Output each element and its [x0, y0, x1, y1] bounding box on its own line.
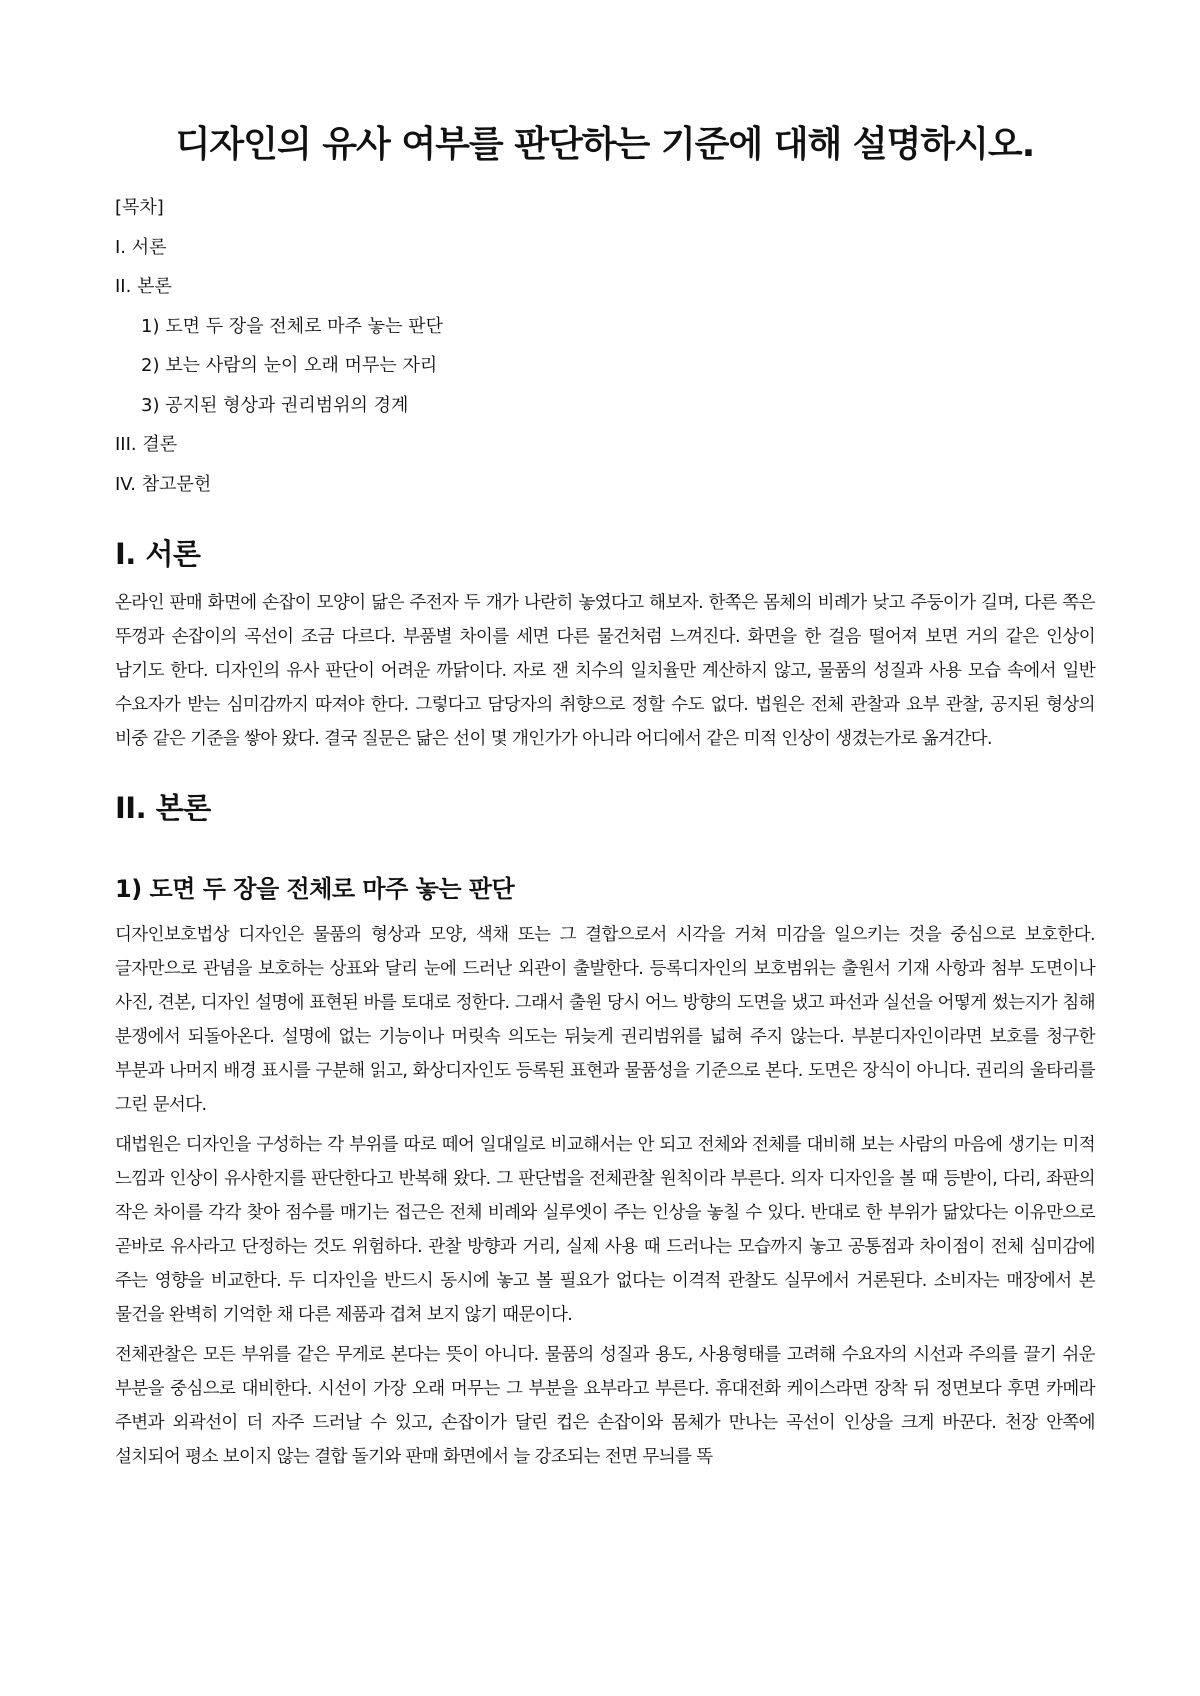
body-paragraph: 대법원은 디자인을 구성하는 각 부위를 따로 떼어 일대일로 비교해서는 안 되고 전체와 전체를 대비해 보는 사람의 마음에 생기는 미적 느낌과 인상이 유사한지를 판단한다고 반복해 왔다. 그 판단법을 전체관찰 원칙이라 부른다. 의자 디자인을 볼 때 등받이, 다리, 좌판의 작은 차이를 각각 찾아 점수를 매기는 접근은 전체 비례와 실루엣이 주는 인상을 놓칠 수 있다. 반대로 한 부위가 닮았다는 이유만으로 곧바로 유사라고 단정하는 것도 위험하다. 관찰 방향과 거리, 실제 사용 때 드러나는 모습까지 놓고 공통점과 차이점이 전체 심미감에 주는 영향을 비교한다. 두 디자인을 반드시 동시에 놓고 볼 필요가 없다는 이격적 관찰도 실무에서 거론된다. 소비자는 매장에서 본 물건을 완벽히 기억한 채 다른 제품과 겹쳐 보지 않기 때문이다. — [115, 1135, 1095, 1325]
toc-item-body-1: 1) 도면 두 장을 전체로 마주 놓는 판단 — [141, 315, 443, 337]
section-heading-body: II. 본론 — [115, 791, 211, 825]
toc-item-conclusion: III. 결론 — [115, 434, 178, 455]
toc-item-body-3: 3) 공지된 형상과 권리범위의 경계 — [141, 394, 409, 416]
section-heading-introduction: I. 서론 — [115, 537, 201, 571]
toc-heading: [목차] — [115, 197, 164, 218]
toc-item-references: IV. 참고문헌 — [115, 473, 212, 495]
toc-item-body: II. 본론 — [115, 276, 172, 297]
introduction-paragraph: 온라인 판매 화면에 손잡이 모양이 닮은 주전자 두 개가 나란히 놓였다고 해보자. 한쪽은 몸체의 비례가 낮고 주둥이가 길며, 다른 쪽은 뚜껑과 손잡이의 곡선이 조금 다르다. 부품별 차이를 세면 다른 물건처럼 느껴진다. 화면을 한 걸음 떨어져 보면 거의 같은 인상이 남기도 한다. 디자인의 유사 판단이 어려운 까닭이다. 자로 잰 치수의 일치율만 계산하지 않고, 물품의 성질과 사용 모습 속에서 일반 수요자가 받는 심미감까지 따져야 한다. 그렇다고 담당자의 취향으로 정할 수도 없다. 법원은 전체 관찰과 요부 관찰, 공지된 형상의 비중 같은 기준을 쌓아 왔다. 결국 질문은 닮은 선이 몇 개인가가 아니라 어디에서 같은 미적 인상이 생겼는가로 옮겨간다. — [115, 593, 1095, 749]
document-title: 디자인의 유사 여부를 판단하는 기준에 대해 설명하시오. — [175, 124, 1035, 165]
body-paragraph: 전체관찰은 모든 부위를 같은 무게로 본다는 뜻이 아니다. 물품의 성질과 용도, 사용형태를 고려해 수요자의 시선과 주의를 끌기 쉬운 부분을 중심으로 대비한다. 시선이 가장 오래 머무는 그 부분을 요부라고 부른다. 휴대전화 케이스라면 장착 뒤 정면보다 후면 카메라 주변과 외곽선이 더 자주 드러날 수 있고, 손잡이가 달린 컵은 손잡이와 몸체가 만나는 곡선이 인상을 크게 바꾼다. 천장 안쪽에 설치되어 평소 보이지 않는 결합 돌기와 판매 화면에서 늘 강조되는 전면 무늬를 똑 — [115, 1345, 1095, 1467]
table-of-contents — [115, 188, 1095, 504]
document-page — [115, 118, 1095, 1474]
subsection-heading-overall-comparison: 1) 도면 두 장을 전체로 마주 놓는 판단 — [115, 875, 515, 903]
toc-item-introduction: I. 서론 — [115, 236, 167, 258]
toc-item-body-2: 2) 보는 사람의 눈이 오래 머무는 자리 — [141, 355, 438, 376]
body-paragraph: 디자인보호법상 디자인은 물품의 형상과 모양, 색채 또는 그 결합으로서 시각을 거쳐 미감을 일으키는 것을 중심으로 보호한다. 글자만으로 관념을 보호하는 상표와 달리 눈에 드러난 외관이 출발한다. 등록디자인의 보호범위는 출원서 기재 사항과 첨부 도면이나 사진, 견본, 디자인 설명에 표현된 바를 토대로 정한다. 그래서 출원 당시 어느 방향의 도면을 냈고 파선과 실선을 어떻게 썼는지가 침해 분쟁에서 되돌아온다. 설명에 없는 기능이나 머릿속 의도는 뒤늦게 권리범위를 넓혀 주지 않는다. 부분디자인이라면 보호를 청구한 부분과 나머지 배경 표시를 구분해 읽고, 화상디자인도 등록된 표현과 물품성을 기준으로 본다. 도면은 장식이 아니다. 권리의 울타리를 그린 문서다. — [115, 925, 1095, 1115]
